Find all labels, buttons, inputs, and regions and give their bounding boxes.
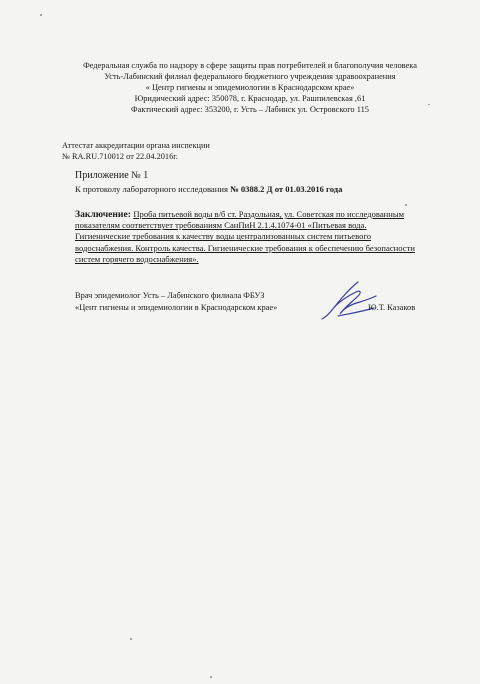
protocol-reference xyxy=(75,184,342,195)
accreditation-number: № RA.RU.710012 от 22.04.2016г. xyxy=(62,152,178,161)
accreditation-title: Аттестат аккредитации органа инспекции xyxy=(62,141,210,150)
signer-position: Врач эпидемиолог Усть – Лабинского филиала ФБУЗ xyxy=(75,291,265,300)
org-header xyxy=(60,60,440,115)
conclusion-label: Заключение xyxy=(75,209,128,220)
appendix-title: Приложение № 1 xyxy=(75,170,149,181)
header-actual-address: Фактический адрес: 353200, г. Усть – Лабинск ул. Островского 115 xyxy=(131,105,369,114)
header-agency: Федеральная служба по надзору в сфере защиты прав потребителей и благополучия человека xyxy=(83,61,417,70)
scan-speck xyxy=(40,14,42,16)
accreditation xyxy=(62,140,210,162)
protocol-prefix: К протоколу лабораторного исследования xyxy=(75,184,231,194)
header-legal-address: Юридический адрес: 350078, г. Краснодар, ул. Рашпилевская ,61 xyxy=(134,94,366,103)
scan-speck xyxy=(210,676,212,678)
header-branch: Усть-Лабинский филиал федерального бюджетного учреждения здравоохранения xyxy=(104,72,396,81)
scan-speck xyxy=(405,204,407,206)
scan-speck xyxy=(428,104,430,105)
header-center: « Центр гигиены и эпидемиологии в Краснодарском крае» xyxy=(145,83,355,92)
signer-organization: «Цент гигиены и эпидемиологии в Краснодарском крае» xyxy=(75,302,278,312)
scan-speck xyxy=(130,638,132,640)
signature-block xyxy=(75,290,277,313)
signer-name: Ю.Т. Казаков xyxy=(368,303,416,312)
handwritten-signature xyxy=(318,278,378,323)
conclusion-text: Проба питьевой воды в/б ст. Раздольная, ул. Советская по исследованным показателям соответствует требованиям СанПиН 2.1.4.1074-01 «Питьевая вода. Гигиенические требования к качеству воды централизованных систем питьевого водоснабжения. Контроль качества. Гигиенические требования к обеспечению безопасности систем горячего водоснабжения». xyxy=(75,209,415,264)
conclusion: Заключение: Проба питьевой воды в/б ст. Раздольная, ул. Советская по исследованным показателям соответствует требованиям СанПиН 2.1.4.1074-01 «Питьевая вода. Гигиенические требования к качеству воды централизованных систем питьевого водоснабжения. Контроль качества. Гигиенические требования к обеспечению безопасности систем горячего водоснабжения». xyxy=(75,209,415,264)
protocol-number: № 0388.2 Д от 01.03.2016 года xyxy=(230,184,343,194)
